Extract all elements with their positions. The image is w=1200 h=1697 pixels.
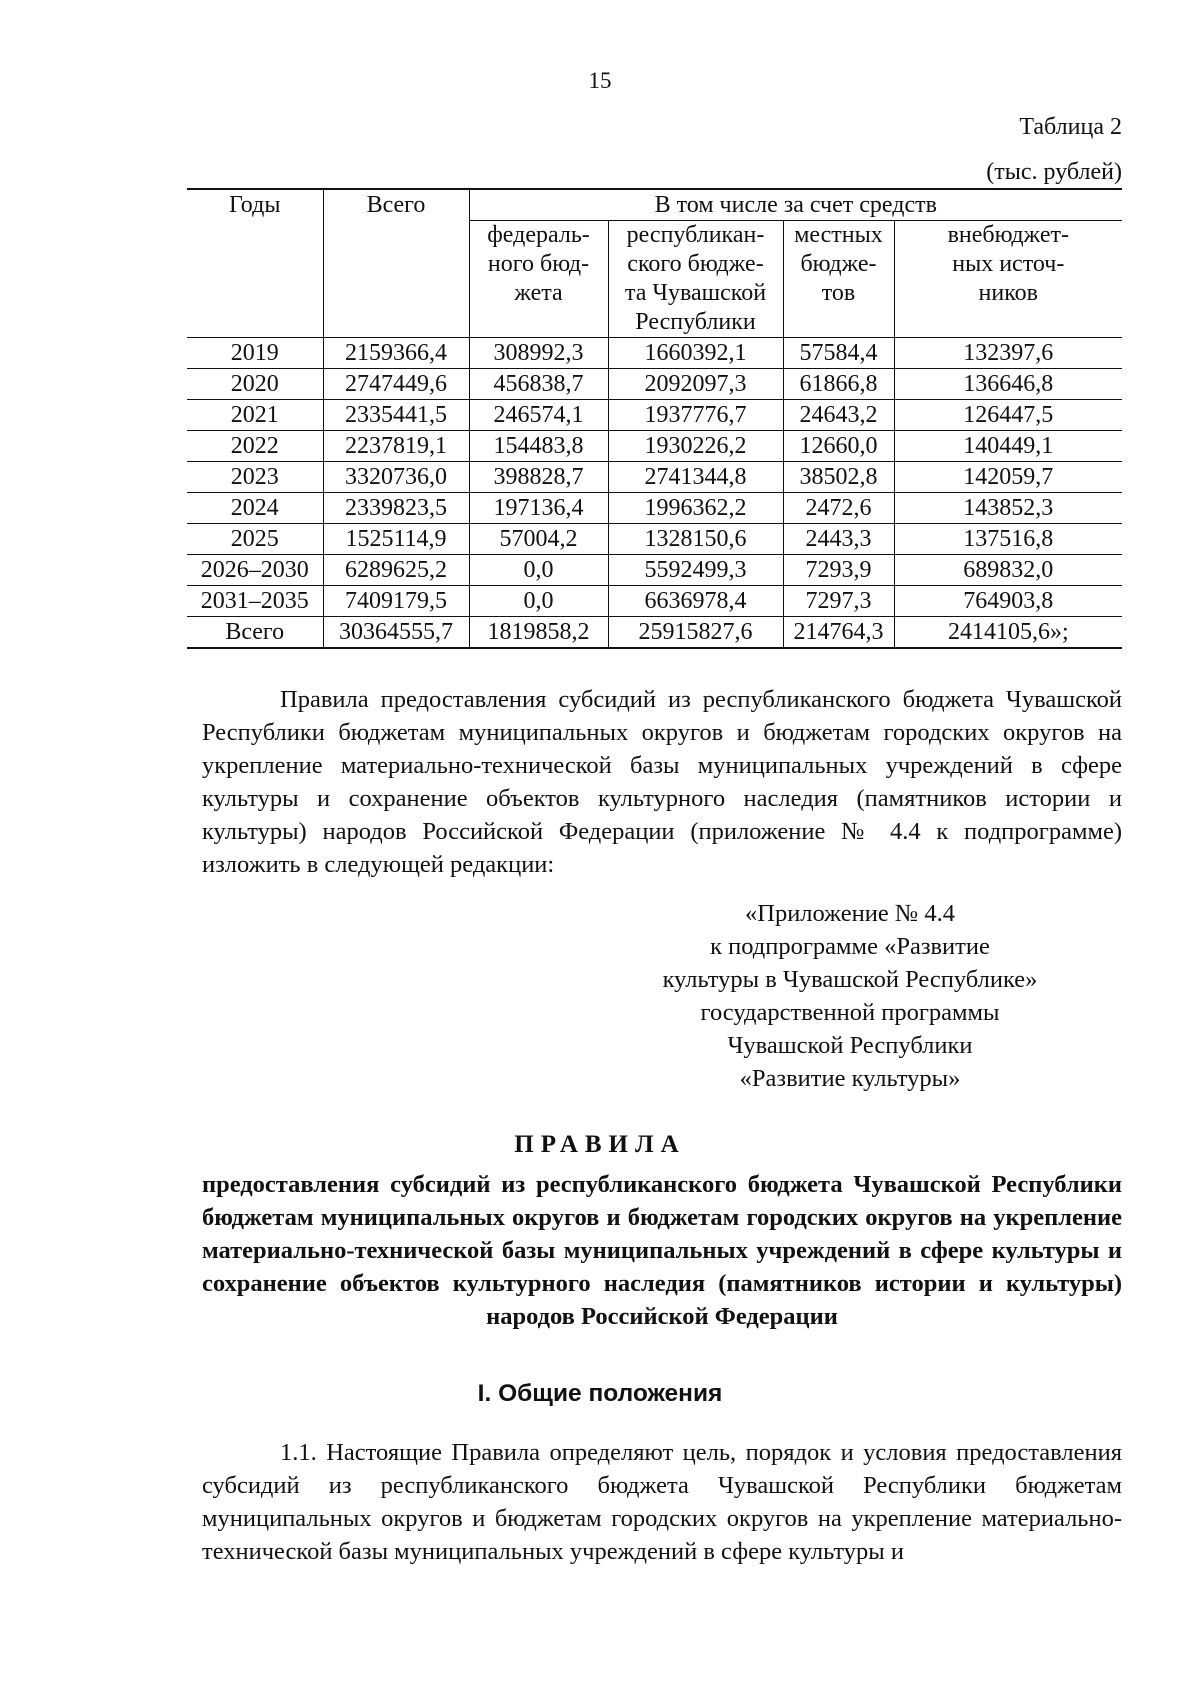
cell-local: 214764,3 <box>783 617 894 649</box>
cell-republican: 2092097,3 <box>608 369 783 400</box>
cell-federal: 246574,1 <box>469 400 608 431</box>
appendix-line: к подпрограмме «Развитие <box>710 933 990 960</box>
table-units: (тыс. рублей) <box>986 159 1122 185</box>
cell-total: 2335441,5 <box>323 400 469 431</box>
cell-federal: 0,0 <box>469 586 608 617</box>
cell-extra: 764903,8 <box>894 586 1122 617</box>
cell-federal: 1819858,2 <box>469 617 608 649</box>
cell-total: 2747449,6 <box>323 369 469 400</box>
table-row <box>187 493 1122 524</box>
table-row <box>187 400 1122 431</box>
clause-1-1: 1.1. Настоящие Правила определяют цель, порядок и условия предоставления субсидий из республиканского бюджета Чувашской Республики бюджетам муниципальных округов и бюджетам городских округов на укрепление материально-технической базы муниципальных учреждений в сфере культуры и <box>202 1439 1122 1565</box>
cell-local: 38502,8 <box>783 462 894 493</box>
cell-total: 2237819,1 <box>323 431 469 462</box>
cell-federal: 398828,7 <box>469 462 608 493</box>
cell-extra: 126447,5 <box>894 400 1122 431</box>
rules-subtitle: предоставления субсидий из республиканского бюджета Чувашской Республики бюджетам муниципальных округов и бюджетам городских округов на укрепление материально-технической базы муниципальных учреждений в сфере культуры и сохранение объектов культурного наследия (памятников истории и культуры) народов Российской Федерации <box>202 1171 1122 1330</box>
page-number: 15 <box>588 68 612 93</box>
cell-republican: 1930226,2 <box>608 431 783 462</box>
cell-republican: 6636978,4 <box>608 586 783 617</box>
budget-table <box>187 188 1122 649</box>
cell-federal: 197136,4 <box>469 493 608 524</box>
cell-extra: 689832,0 <box>894 555 1122 586</box>
cell-year: 2020 <box>187 369 323 400</box>
cell-republican: 1937776,7 <box>608 400 783 431</box>
header-extrabudgetary: внебюджет- ных источ- ников <box>894 221 1122 338</box>
appendix-line: «Приложение № 4.4 <box>745 900 955 927</box>
cell-federal: 0,0 <box>469 555 608 586</box>
cell-extra: 140449,1 <box>894 431 1122 462</box>
appendix-line: «Развитие культуры» <box>739 1065 961 1092</box>
cell-year: 2019 <box>187 338 323 369</box>
cell-year: 2023 <box>187 462 323 493</box>
cell-extra: 2414105,6»; <box>894 617 1122 649</box>
header-funding-sources: В том числе за счет средств <box>469 189 1122 221</box>
cell-total: 2339823,5 <box>323 493 469 524</box>
appendix-reference <box>660 897 1040 1095</box>
cell-federal: 308992,3 <box>469 338 608 369</box>
cell-republican: 2741344,8 <box>608 462 783 493</box>
table-row <box>187 431 1122 462</box>
header-years: Годы <box>187 189 323 338</box>
cell-total: 1525114,9 <box>323 524 469 555</box>
cell-republican: 1996362,2 <box>608 493 783 524</box>
appendix-line: культуры в Чувашской Республике» <box>662 966 1038 993</box>
table-caption: Таблица 2 <box>1019 114 1122 140</box>
cell-total: 2159366,4 <box>323 338 469 369</box>
header-local: местных бюдже- тов <box>783 221 894 338</box>
header-federal: федераль- ного бюд- жета <box>469 221 608 338</box>
cell-total: 6289625,2 <box>323 555 469 586</box>
cell-local: 12660,0 <box>783 431 894 462</box>
cell-federal: 154483,8 <box>469 431 608 462</box>
cell-federal: 456838,7 <box>469 369 608 400</box>
cell-extra: 137516,8 <box>894 524 1122 555</box>
cell-republican: 1328150,6 <box>608 524 783 555</box>
section-heading: I. Общие положения <box>477 1380 723 1407</box>
table-row <box>187 338 1122 369</box>
cell-year: 2021 <box>187 400 323 431</box>
cell-local: 2472,6 <box>783 493 894 524</box>
rules-title: ПРАВИЛА <box>514 1131 686 1158</box>
table-row <box>187 524 1122 555</box>
cell-total: 30364555,7 <box>323 617 469 649</box>
cell-extra: 136646,8 <box>894 369 1122 400</box>
cell-extra: 142059,7 <box>894 462 1122 493</box>
cell-extra: 143852,3 <box>894 493 1122 524</box>
cell-local: 7293,9 <box>783 555 894 586</box>
cell-local: 7297,3 <box>783 586 894 617</box>
cell-year: Всего <box>187 617 323 649</box>
cell-year: 2024 <box>187 493 323 524</box>
cell-total: 3320736,0 <box>323 462 469 493</box>
cell-republican: 5592499,3 <box>608 555 783 586</box>
cell-republican: 25915827,6 <box>608 617 783 649</box>
cell-local: 61866,8 <box>783 369 894 400</box>
cell-year: 2031–2035 <box>187 586 323 617</box>
cell-year: 2022 <box>187 431 323 462</box>
cell-federal: 57004,2 <box>469 524 608 555</box>
table-row <box>187 586 1122 617</box>
table-row <box>187 462 1122 493</box>
cell-year: 2026–2030 <box>187 555 323 586</box>
appendix-line: государственной программы <box>700 999 1000 1026</box>
cell-total: 7409179,5 <box>323 586 469 617</box>
cell-local: 57584,4 <box>783 338 894 369</box>
intro-paragraph: Правила предоставления субсидий из республиканского бюджета Чувашской Республики бюджетам муниципальных округов и бюджетам городских округов на укрепление материально-технической базы муниципальных учреждений в сфере культуры и сохранение объектов культурного наследия (памятников истории и культуры) народов Российской Федерации (приложение № 4.4 к подпрограмме) изложить в следующей редакции: <box>202 686 1122 878</box>
header-total: Всего <box>323 189 469 338</box>
table-row <box>187 369 1122 400</box>
cell-year: 2025 <box>187 524 323 555</box>
cell-extra: 132397,6 <box>894 338 1122 369</box>
header-republican: республикан- ского бюдже- та Чувашской Республики <box>608 221 783 338</box>
table-row-total <box>187 617 1122 649</box>
cell-republican: 1660392,1 <box>608 338 783 369</box>
cell-local: 2443,3 <box>783 524 894 555</box>
appendix-line: Чувашской Республики <box>727 1032 973 1059</box>
cell-local: 24643,2 <box>783 400 894 431</box>
table-row <box>187 555 1122 586</box>
